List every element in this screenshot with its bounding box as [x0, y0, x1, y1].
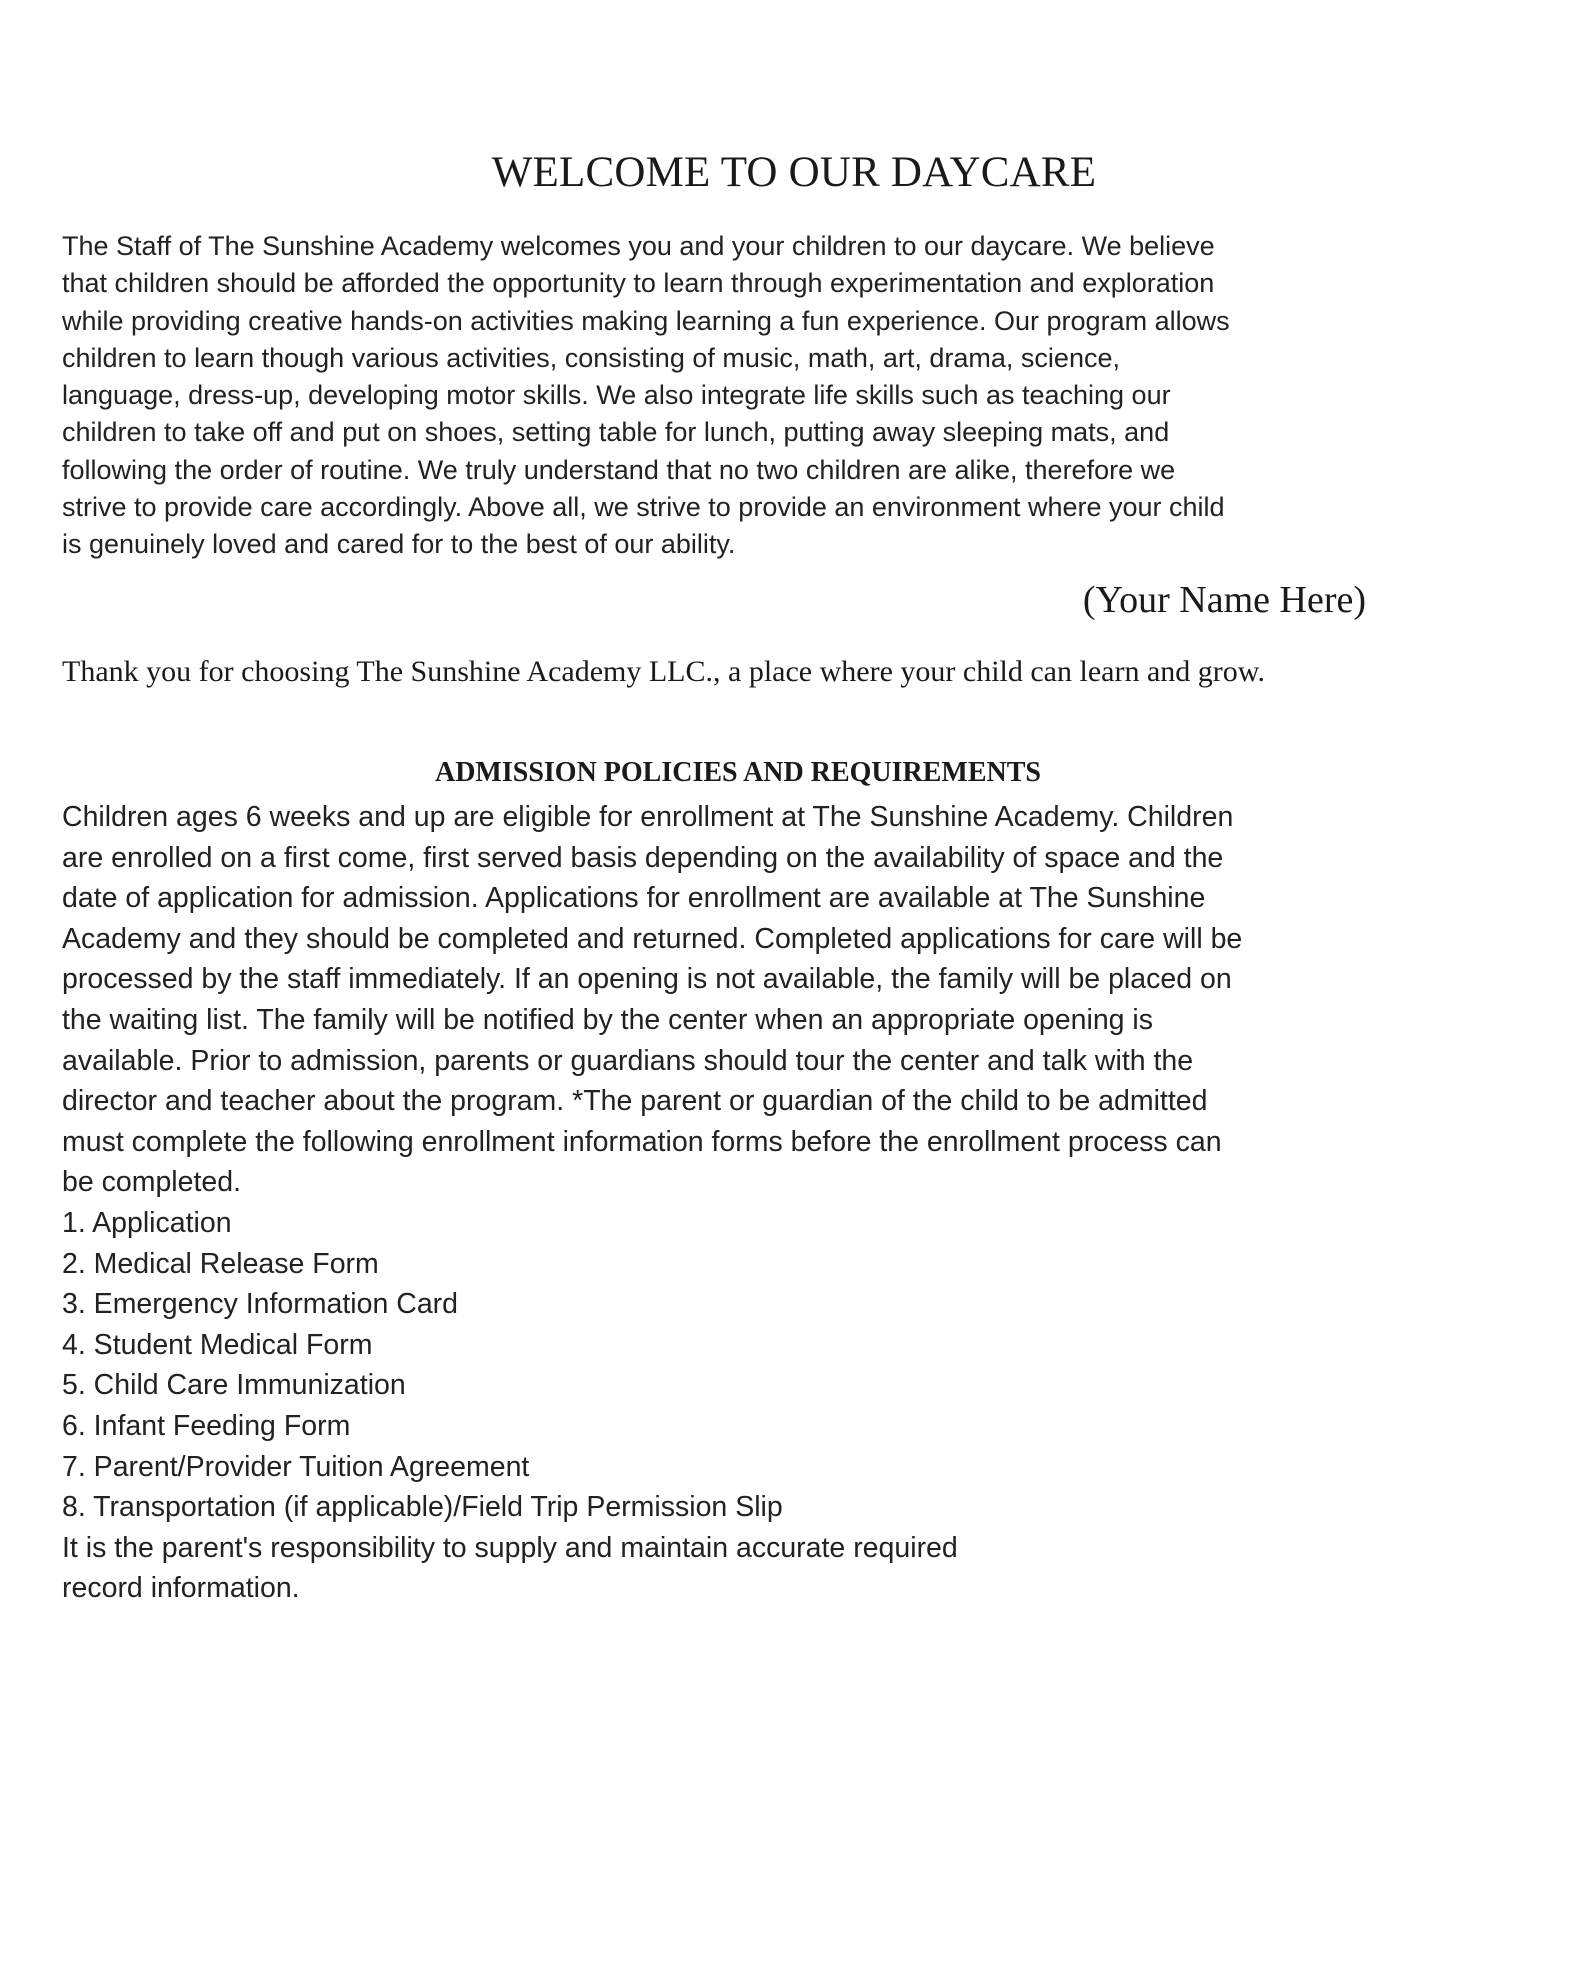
signature: (Your Name Here): [1082, 579, 1366, 621]
admission-line: Children ages 6 weeks and up are eligible for enrollment at The Sunshine Academy. Children: [62, 801, 1234, 833]
admission-line: available. Prior to admission, parents or guardians should tour the center and talk with the: [62, 1044, 1194, 1077]
welcome-line: strive to provide care accordingly. Above all, we strive to provide an environment where your child: [62, 492, 1225, 523]
thank-you-line: Thank you for choosing The Sunshine Academy LLC., a place where your child can learn and grow.: [62, 655, 1265, 688]
admission-line: It is the parent's responsibility to supply and maintain accurate required: [62, 1531, 958, 1564]
admission-line: record information.: [62, 1572, 300, 1605]
admission-line: must complete the following enrollment information forms before the enrollment process can: [62, 1125, 1222, 1158]
admission-line: be completed.: [62, 1166, 242, 1199]
welcome-line: language, dress-up, developing motor skills. We also integrate life skills such as teaching our: [62, 380, 1171, 411]
welcome-line: children to learn though various activities, consisting of music, math, art, drama, science,: [62, 342, 1120, 373]
admission-line: date of application for admission. Applications for enrollment are available at The Sunshine: [62, 882, 1206, 915]
admission-line: processed by the staff immediately. If an opening is not available, the family will be placed on: [62, 963, 1232, 996]
form-list-item: 7. Parent/Provider Tuition Agreement: [62, 1450, 530, 1483]
admission-paragraph: [62, 797, 1422, 1609]
welcome-paragraph: [62, 228, 1392, 564]
form-list-item: 1. Application: [62, 1206, 232, 1239]
admission-line: are enrolled on a first come, first served basis depending on the availability of space and the: [62, 841, 1224, 874]
section-title: ADMISSION POLICIES AND REQUIREMENTS: [434, 757, 1041, 788]
admission-line: director and teacher about the program. *The parent or guardian of the child to be admitted: [62, 1085, 1208, 1118]
admission-line: the waiting list. The family will be notified by the center when an appropriate opening is: [62, 1003, 1154, 1036]
form-list-item: 5. Child Care Immunization: [62, 1369, 406, 1402]
form-list-item: 4. Student Medical Form: [62, 1328, 373, 1361]
page-title: WELCOME TO OUR DAYCARE: [491, 149, 1097, 196]
welcome-line: while providing creative hands-on activities making learning a fun experience. Our program allows: [62, 305, 1230, 336]
welcome-line: children to take off and put on shoes, setting table for lunch, putting away sleeping mats, and: [62, 417, 1170, 448]
form-list-item: 3. Emergency Information Card: [62, 1288, 459, 1321]
form-list-item: 6. Infant Feeding Form: [62, 1409, 351, 1442]
welcome-line: following the order of routine. We truly understand that no two children are alike, therefore we: [62, 454, 1176, 485]
welcome-line: The Staff of The Sunshine Academy welcomes you and your children to our daycare. We believe: [62, 231, 1215, 261]
welcome-line: is genuinely loved and cared for to the best of our ability.: [62, 529, 736, 560]
welcome-line: that children should be afforded the opportunity to learn through experimentation and exploration: [62, 268, 1215, 299]
admission-line: Academy and they should be completed and returned. Completed applications for care will be: [62, 922, 1243, 955]
form-list-item: 8. Transportation (if applicable)/Field Trip Permission Slip: [62, 1491, 783, 1524]
form-list-item: 2. Medical Release Form: [62, 1247, 379, 1280]
